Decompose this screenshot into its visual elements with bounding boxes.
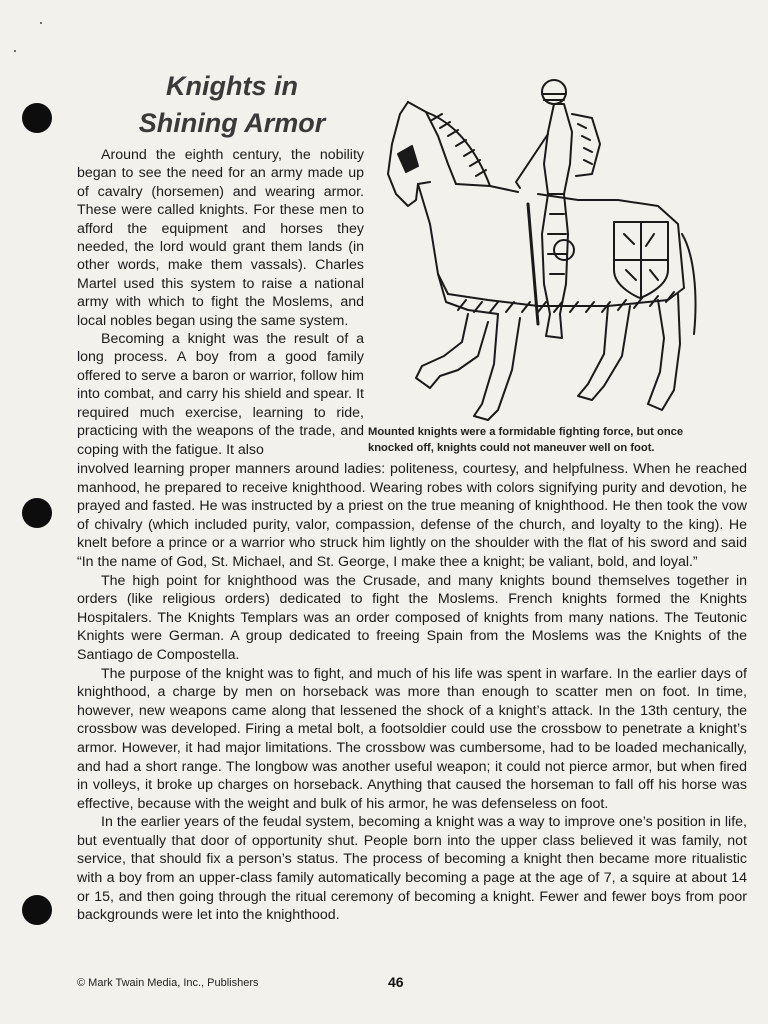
publisher-credit: © Mark Twain Media, Inc., Publishers <box>77 977 259 989</box>
horse-hind-leg-back <box>648 294 680 410</box>
body-paragraph-3: The purpose of the knight was to fight, and much of his life was spent in warfare. In the earlier days of knighthood, a charge by men on horseback was more than enough to scatter men on foot. In time, however, new weapons came along that lessened the shock of a knight’s attack. In the 13th century, the crossbow was developed. Firing a metal bolt, a footsoldier could use the crossbow to penetrate a knight’s armor. However, it had major limitations. The crossbow was cumbersome, had to be loaded mechanically, and had a short range. The longbow was another useful weapon; it could not pierce armor, but when fired in volleys, it broke up charges on horseback. Anything that caused the horseman to fall off his horse was effective, because with the weight and bulk of his armor, he was defenseless on foot. <box>77 665 747 812</box>
horse-hind-leg <box>578 306 630 400</box>
intro-paragraph-2: Becoming a knight was the result of a long process. A boy from a good family offered to serve a baron or warrior, follow him into combat, and carry his shield and spear. It required much exercise, learning to ride, practicing with the weapons of the trade, and coping with the fatigue. It also <box>77 331 364 458</box>
intro-paragraph-1: Around the eighth century, the nobility began to see the need for an army made up of cavalry (horsemen) and wearing armor. These were called knights. For these men to afford the equipment and horses they needed, the lord would grant them lands (in other words, make them vassals). Charles Martel used this system to raise a national army with which to fight the Moslems, and local nobles began using the same system. <box>77 147 364 329</box>
title-line-1: Knights in <box>166 71 298 101</box>
body-paragraph-4: In the earlier years of the feudal system, becoming a knight was a way to improve one’s position in life, but eventually that door of opportunity shut. People born into the upper class believed it was family, not service, that should fix a person’s status. The process of becoming a knight then became more ritualistic with a boy from an upper-class family automatically becoming a page at the age of 7, a squire at about 14 or 15, and then going through the ritual ceremony of becoming a knight. Fewer and fewer boys from poor backgrounds were let into the knighthood. <box>77 814 747 924</box>
main-body-text <box>77 460 747 925</box>
body-paragraph-1: involved learning proper manners around ladies: politeness, courtesy, and helpfulness. When he reached manhood, he prepared to receive knighthood. Wearing robes with colors signifying purity and devotion, he prayed and fasted. He was instructed by a priest on the true meaning of knighthood. He then took the vow of chivalry (which included purity, valor, compassion, defense of the church, and loyalty to the king). He knelt before a prince or a warrior who struck him lightly on the shoulder with the flat of his sword and said “In the name of God, St. Michael, and St. George, I make thee a knight; be valiant, bold, and loyal.” <box>77 461 747 570</box>
horse-front-leg <box>474 314 520 420</box>
knight-leg <box>542 194 568 338</box>
paper-speck <box>14 50 16 52</box>
punch-hole-middle <box>22 498 52 528</box>
paper-speck <box>40 22 42 24</box>
page-number: 46 <box>388 974 404 990</box>
intro-column <box>77 146 364 459</box>
title-line-2: Shining Armor <box>138 108 326 138</box>
page-title <box>112 68 352 142</box>
body-paragraph-2: The high point for knighthood was the Crusade, and many knights bound themselves together in orders (like religious orders) dedicated to fight the Moslems. French knights formed the Knights Hospitalers. The Knights Templars was an order composed of knights from many nations. The Teutonic Knights were German. A group dedicated to freeing Spain from the Moslems was the Knights of the Santiago de Compostella. <box>77 572 747 663</box>
knight-torso <box>544 104 572 194</box>
horse-front-leg-raised <box>416 314 488 388</box>
punch-hole-bottom <box>22 895 52 925</box>
horse-eye-plate <box>398 146 418 172</box>
punch-hole-top <box>22 103 52 133</box>
mounted-knight-illustration <box>378 74 708 424</box>
figure-caption: Mounted knights were a formidable fighting force, but once knocked off, knights could not maneuver well on foot. <box>368 426 684 454</box>
